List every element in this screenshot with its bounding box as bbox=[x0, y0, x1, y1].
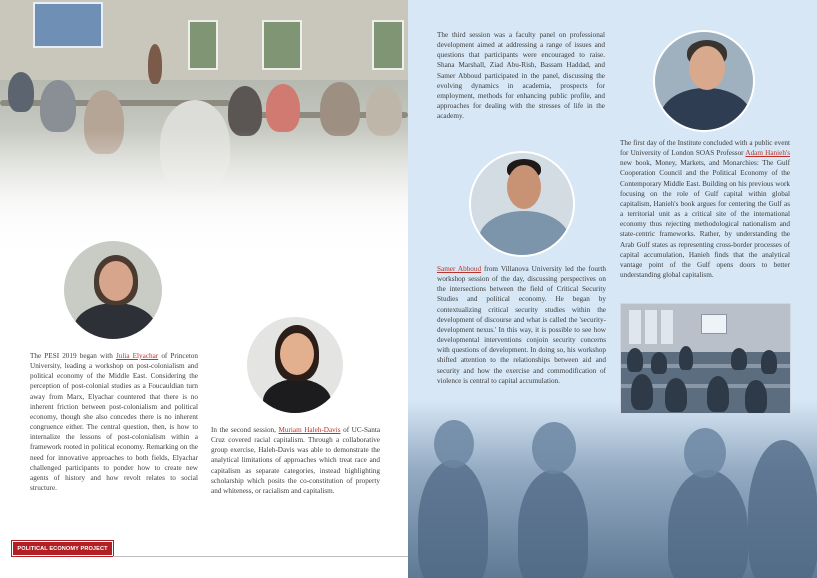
portrait-adam-hanieh bbox=[653, 30, 755, 132]
footer-divider bbox=[113, 556, 408, 557]
photo-window bbox=[188, 20, 218, 70]
photo-person bbox=[148, 44, 162, 84]
photo-person bbox=[320, 82, 360, 136]
photo-person bbox=[40, 80, 76, 132]
paragraph-text: The first day of the Institute concluded with a public event for University of London SOAS Professor bbox=[620, 139, 790, 158]
paragraph-text: The third session was a faculty panel on professional development aimed at addressing a range of issues and questions that participants were encouraged to raise. Shana Marshall, Ziad Abu-Rish, Bassam Haddad, and Samer Abboud participated in the panel, discussing the evolving dynamics in academia, prospects for employment, methods for enhancing public profile, and approaches for dealing with the stresses of life in the academy. bbox=[437, 31, 605, 121]
photo-person bbox=[228, 86, 262, 136]
political-economy-project-logo bbox=[12, 541, 113, 556]
photo-person bbox=[8, 72, 34, 112]
portrait-julia-elyachar bbox=[62, 239, 164, 341]
paragraph-text: The PESI 2019 began with bbox=[30, 352, 116, 360]
paragraph-text: of UC-Santa Cruz covered racial capitalism. Through a collaborative group exercise, Haleh-Davis was able to demonstrate the analytical limitations of approaches which treat race and capitalism as separate categories, instead highlighting scholarship which posits the co-constitution of property and whiteness, or racialism and capitalism. bbox=[211, 426, 381, 495]
left-page bbox=[0, 0, 408, 578]
photo-person bbox=[366, 86, 402, 136]
photo-window bbox=[262, 20, 302, 70]
paragraph-haleh-davis bbox=[211, 425, 380, 496]
photo-fade bbox=[0, 130, 408, 260]
link-muriam-haleh-davis[interactable]: Muriam Haleh-Davis bbox=[278, 426, 341, 434]
classroom-photo bbox=[0, 0, 408, 260]
portrait-samer-abboud bbox=[469, 151, 575, 257]
link-adam-hanieh[interactable]: Adam Hanieh's bbox=[745, 149, 790, 158]
photo-window bbox=[372, 20, 404, 70]
paragraph-text: from Villanova University led the fourth workshop session of the day, discussing perspectives on the intersections between the field of Critical Security Studies and political economy. He began by contextualizing critical security studies within the development of discourse and what is called the 'security-development nexus.' In this way, it is possible to see how developmental interventions conjoin security concerns with questions of development. In doing so, his workshop shifted attention to the relationships between aid and security and how the exercise and commodification of violence is central to capital accumulation. bbox=[437, 265, 606, 385]
paragraph-abboud bbox=[437, 264, 606, 386]
paragraph-text: of Princeton University, leading a workshop on post-colonialism and political economy of the Middle East. Considering the perception of post-colonial studies as a Foucauldian turn away from Marx, Elyachar countered that there is no inherent friction between post-colonialism and political economy, though she also concedes there is no inherent congruence either. The central question, then, is how to internalize the lessons of post-colonialism within a framework rooted in political economy. Remarking on the need for innovative approaches to both fields, Elyachar challenged participants to ponder how to create new agents of history and how revolt relates to social structure. bbox=[30, 352, 198, 493]
logo-text: POLITICAL ECONOMY PROJECT bbox=[17, 545, 108, 552]
projector-screen bbox=[33, 2, 103, 48]
conference-room-photo bbox=[620, 303, 791, 414]
photo-person bbox=[266, 84, 300, 132]
link-samer-abboud[interactable]: Samer Abboud bbox=[437, 265, 482, 273]
paragraph-text: In the second session, bbox=[211, 426, 279, 434]
portrait-muriam-haleh-davis bbox=[245, 315, 345, 415]
paragraph-text: new book, Money, Markets, and Monarchies: The Gulf Cooperation Council and the Political Economy of the Contemporary Middle East. Building on his previous work focusing on the role of Gulf capital within global capitalism, Hanieh's book argues for centering the Gulf as a territorial unit as a critical site of the international economy thus rejecting methodological nationalism and state-centric frameworks. Rather, by understanding the Arab Gulf states as representing cross-border processes of capital accumulation, Hanieh finds that the analytical vantage point of the Gulf opens doors to better understanding global capitalism. bbox=[620, 159, 790, 280]
paragraph-elyachar bbox=[30, 351, 198, 493]
link-julia-elyachar[interactable]: Julia Elyachar bbox=[115, 352, 159, 360]
paragraph-faculty-panel bbox=[437, 30, 605, 121]
participants-background-photo bbox=[408, 400, 817, 578]
paragraph-hanieh bbox=[620, 138, 790, 280]
